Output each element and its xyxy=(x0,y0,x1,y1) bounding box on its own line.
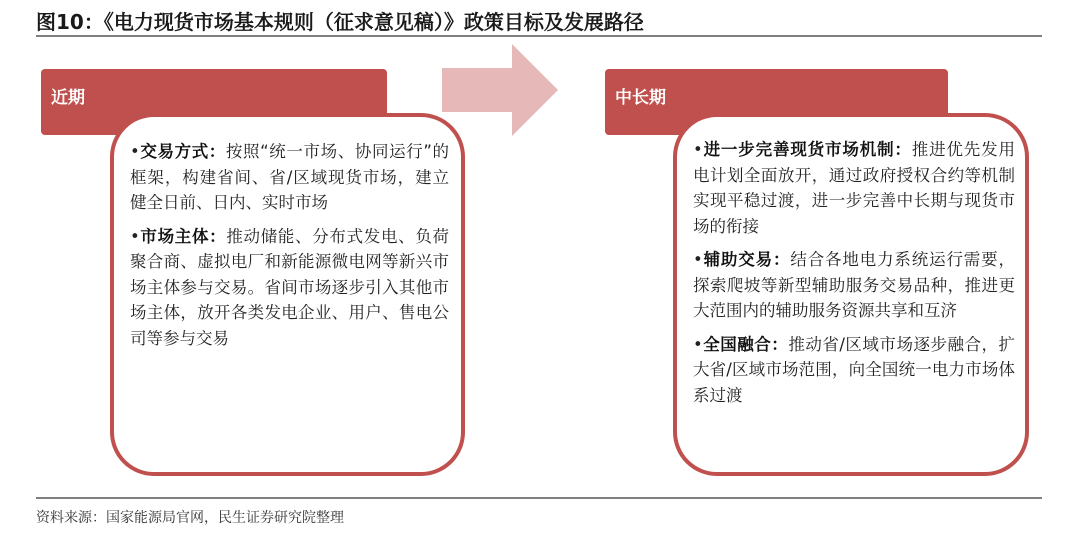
mid-long-term-item xyxy=(693,332,1015,409)
item-text: 按照“统一市场、协同运行”的框架，构建省间、省/区域现货市场，建立健全日前、日内、实时市场 xyxy=(130,142,449,212)
right-arrow-icon xyxy=(442,44,558,136)
bullet-dot: • xyxy=(693,140,703,159)
bullet-dot: • xyxy=(693,250,703,269)
near-term-content-box xyxy=(110,113,465,476)
top-divider xyxy=(36,35,1042,37)
item-text: 结合各地电力系统运行需要，探索爬坡等新型辅助服务交易品种，推进更大范围内的辅助服务资源共享和互济 xyxy=(693,250,1016,320)
near-term-item xyxy=(130,139,449,216)
near-term-item xyxy=(130,224,449,352)
item-title: 交易方式： xyxy=(139,142,226,161)
figure-title: 图10：《电力现货市场基本规则（征求意见稿）》政策目标及发展路径 xyxy=(36,10,644,34)
bullet-dot: • xyxy=(130,226,140,246)
item-text: 推动省/区域市场逐步融合，扩大省/区域市场范围，向全国统一电力市场体系过渡 xyxy=(693,334,1016,405)
source-note: 资料来源：国家能源局官网，民生证券研究院整理 xyxy=(36,510,344,526)
mid-long-term-item xyxy=(693,137,1015,239)
item-title: 全国融合： xyxy=(702,334,789,354)
item-text: 推进优先发用电计划全面放开，通过政府授权合约等机制实现平稳过渡，进一步完善中长期与现货市场的衔接 xyxy=(693,140,1016,236)
bullet-dot: • xyxy=(130,142,140,161)
item-title: 市场主体： xyxy=(139,226,227,246)
bullet-dot: • xyxy=(693,334,703,354)
bottom-divider xyxy=(36,497,1042,499)
item-title: 辅助交易： xyxy=(702,250,791,269)
mid-long-term-content-box xyxy=(673,113,1029,476)
mid-long-term-item xyxy=(693,247,1015,324)
item-title: 进一步完善现货市场机制： xyxy=(702,140,912,159)
mid-long-term-label: 中长期 xyxy=(615,88,666,108)
item-text: 推动储能、分布式发电、负荷聚合商、虚拟电厂和新能源微电网等新兴市场主体参与交易。省间市场逐步引入其他市场主体，放开各类发电企业、用户、售电公司等参与交易 xyxy=(130,226,450,348)
near-term-label: 近期 xyxy=(51,88,85,108)
